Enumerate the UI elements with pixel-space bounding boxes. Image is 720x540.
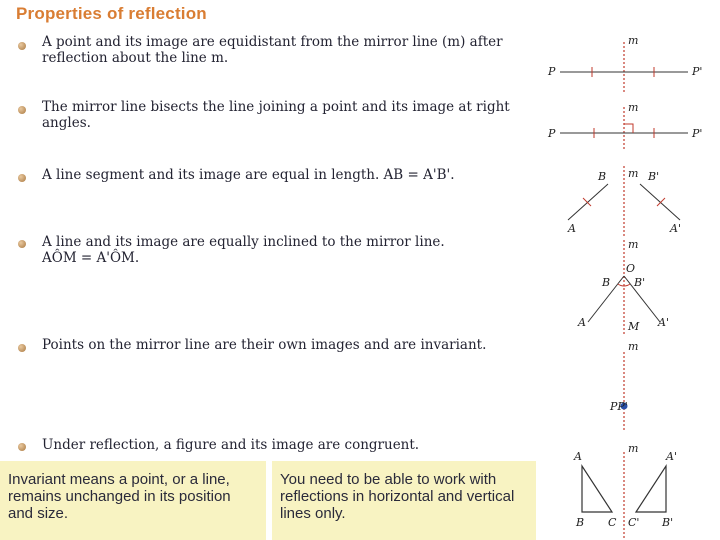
property-5-text: Points on the mirror line are their own images and are invariant. xyxy=(42,337,487,353)
mirror-label: m xyxy=(628,34,639,47)
mirror-label: m xyxy=(628,101,639,114)
bullet-icon xyxy=(18,240,26,248)
diagram-equidistant xyxy=(520,34,720,94)
bullet-icon xyxy=(18,174,26,182)
image-label: P' xyxy=(692,65,703,78)
mirror-label: m xyxy=(628,167,639,180)
a-image-label: A' xyxy=(666,450,677,463)
diagram-equal-incline xyxy=(520,236,720,336)
note-invariant: Invariant means a point, or a line, remains unchanged in its position and size. xyxy=(0,461,266,540)
image-label: P' xyxy=(692,127,703,140)
property-3-text: A line segment and its image are equal in length. AB = A'B'. xyxy=(42,167,455,183)
segment-ab xyxy=(568,184,608,220)
m-point-label: M xyxy=(628,320,640,333)
property-1-text: A point and its image are equidistant from the mirror line (m) after reflection about the line m. xyxy=(42,34,503,66)
b-image-label: B' xyxy=(648,170,660,183)
a-label: A xyxy=(578,316,586,329)
diagram-bisects xyxy=(520,99,720,151)
o-label: O xyxy=(626,262,636,275)
segment-a-b-image xyxy=(640,184,680,220)
c-label: C xyxy=(608,516,617,529)
b-label: B xyxy=(598,170,607,183)
mirror-label: m xyxy=(628,238,639,251)
point-label: PP' xyxy=(610,400,628,413)
c-image-label: C' xyxy=(628,516,640,529)
bullet-icon xyxy=(18,42,26,50)
property-4-text: A line and its image are equally inclined to the mirror line. AÔM = A'ÔM. xyxy=(42,234,445,266)
diagram-invariant xyxy=(520,338,720,430)
point-label: P xyxy=(548,65,556,78)
bullet-icon xyxy=(18,344,26,352)
b-label: B xyxy=(602,276,611,289)
mirror-label: m xyxy=(628,340,639,353)
property-6-text: Under reflection, a figure and its image are congruent. xyxy=(42,437,420,453)
a-image-label: A' xyxy=(658,316,669,329)
b-image-label: B' xyxy=(662,516,674,529)
a-label: A xyxy=(574,450,582,463)
point-label: P xyxy=(548,127,556,140)
diagram-congruent xyxy=(520,438,720,540)
note-horizontal-vertical: You need to be able to work with reflections in horizontal and vertical lines only. xyxy=(272,461,536,540)
property-2-text: The mirror line bisects the line joining a point and its image at right angles. xyxy=(42,99,510,131)
bullet-icon xyxy=(18,443,26,451)
a-image-label: A' xyxy=(670,222,681,235)
mirror-label: m xyxy=(628,442,639,455)
triangle-image xyxy=(636,466,666,512)
b-label: B xyxy=(576,516,585,529)
page-title: Properties of reflection xyxy=(16,4,207,23)
right-angle-mark xyxy=(624,124,633,133)
bullet-icon xyxy=(18,106,26,114)
diagram-equal-length xyxy=(520,162,720,237)
b-image-label: B' xyxy=(634,276,646,289)
a-label: A xyxy=(568,222,576,235)
triangle-abc xyxy=(582,466,612,512)
